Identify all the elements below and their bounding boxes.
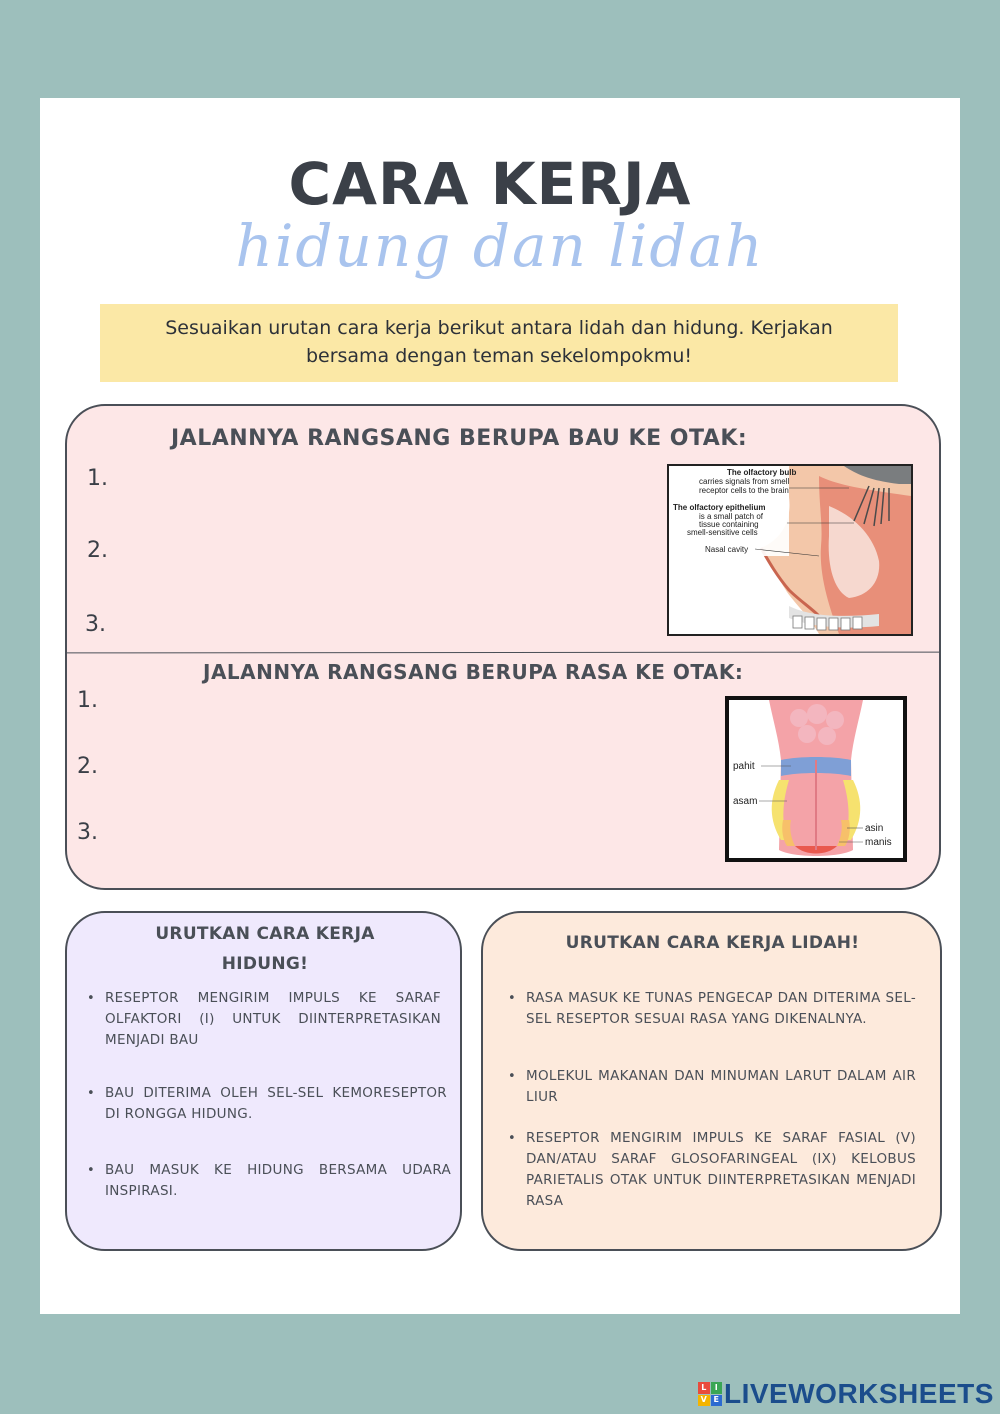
label-bitter: pahit (733, 761, 755, 772)
liveworksheets-logo-mark (698, 1382, 722, 1406)
logo-letter-e: E (711, 1395, 723, 1407)
label-olfactory-bulb-line-1: carries signals from smell (699, 477, 790, 486)
nose-draggable-item-2[interactable]: • BAU DITERIMA OLEH SEL-SEL KEMORESEPTOR DI RONGGA HIDUNG. (105, 1083, 447, 1125)
label-olfactory-bulb-title: The olfactory bulb (727, 468, 797, 477)
instruction-banner (100, 304, 898, 382)
tongue-draggable-item-3[interactable]: • RESEPTOR MENGIRIM IMPULS KE SARAF FASIAL (V) DAN/ATAU SARAF GLOSOFARINGEAL (IX) KELOBUS PARIETALIS OTAK UNTUK DIINTERPRETASIKAN MENJADI RASA (526, 1128, 916, 1212)
instruction-line-2: bersama dengan teman sekelompokmu! (305, 345, 693, 367)
taste-answer-number-2: 2. (77, 754, 98, 779)
olfactory-diagram-illustration (669, 466, 911, 634)
nose-draggable-item-3[interactable]: • BAU MASUK KE HIDUNG BERSAMA UDARA INSPIRASI. (105, 1160, 451, 1202)
stimulus-panel (65, 404, 941, 890)
tongue-taste-map-illustration (729, 700, 903, 858)
label-salty: asin (865, 823, 884, 834)
label-olfactory-epithelium-title: The olfactory epithelium (673, 503, 766, 512)
label-olfactory-epithelium-line-3: smell-sensitive cells (687, 528, 758, 537)
label-nasal-cavity: Nasal cavity (705, 545, 749, 554)
taste-section-heading: JALANNYA RANGSANG BERUPA RASA KE OTAK: (203, 660, 744, 684)
logo-letter-i: I (711, 1382, 723, 1394)
taste-answer-number-1: 1. (77, 688, 98, 713)
liveworksheets-wordmark: LIVEWORKSHEETS (724, 1378, 994, 1409)
nose-draggable-item-1[interactable]: • RESEPTOR MENGIRIM IMPULS KE SARAF OLFAKTORI (I) UNTUK DIINTERPRETASIKAN MENJADI BAU (105, 988, 441, 1051)
tongue-box-heading: URUTKAN CARA KERJA LIDAH! (565, 933, 860, 953)
section-divider (67, 652, 939, 654)
logo-letter-v: V (698, 1395, 710, 1407)
smell-section-heading: JALANNYA RANGSANG BERUPA BAU KE OTAK: (171, 426, 748, 451)
smell-answer-number-1: 1. (87, 466, 108, 491)
nose-box-heading (87, 919, 443, 979)
page-subtitle: hidung dan lidah (235, 212, 765, 280)
smell-answer-number-3: 3. (85, 612, 106, 637)
label-olfactory-epithelium-line-1: is a small patch of (699, 512, 764, 521)
tongue-draggable-item-1[interactable]: • RASA MASUK KE TUNAS PENGECAP DAN DITERIMA SEL-SEL RESEPTOR SESUAI RASA YANG DIKENALNYA. (526, 988, 916, 1030)
instruction-line-1: Sesuaikan urutan cara kerja berikut antara lidah dan hidung. Kerjakan (165, 317, 833, 339)
label-sour: asam (733, 796, 758, 807)
olfactory-diagram-image (667, 464, 913, 636)
tongue-taste-map-image (725, 696, 907, 862)
nose-box-heading-line-1: URUTKAN CARA KERJA (155, 924, 375, 944)
nose-box-heading-line-2: HIDUNG! (221, 954, 309, 974)
logo-letter-l: L (698, 1382, 710, 1394)
tongue-draggable-item-2[interactable]: • MOLEKUL MAKANAN DAN MINUMAN LARUT DALAM AIR LIUR (526, 1066, 916, 1108)
label-olfactory-bulb-line-2: receptor cells to the brain (699, 486, 789, 495)
label-olfactory-epithelium-line-2: tissue containing (699, 520, 759, 529)
taste-answer-number-3: 3. (77, 820, 98, 845)
tongue-order-box (481, 911, 942, 1251)
label-sweet: manis (865, 837, 892, 848)
page-title: CARA KERJA (288, 150, 692, 218)
smell-answer-number-2: 2. (87, 538, 108, 563)
nose-order-box (65, 911, 462, 1251)
liveworksheets-logo[interactable] (698, 1376, 994, 1412)
